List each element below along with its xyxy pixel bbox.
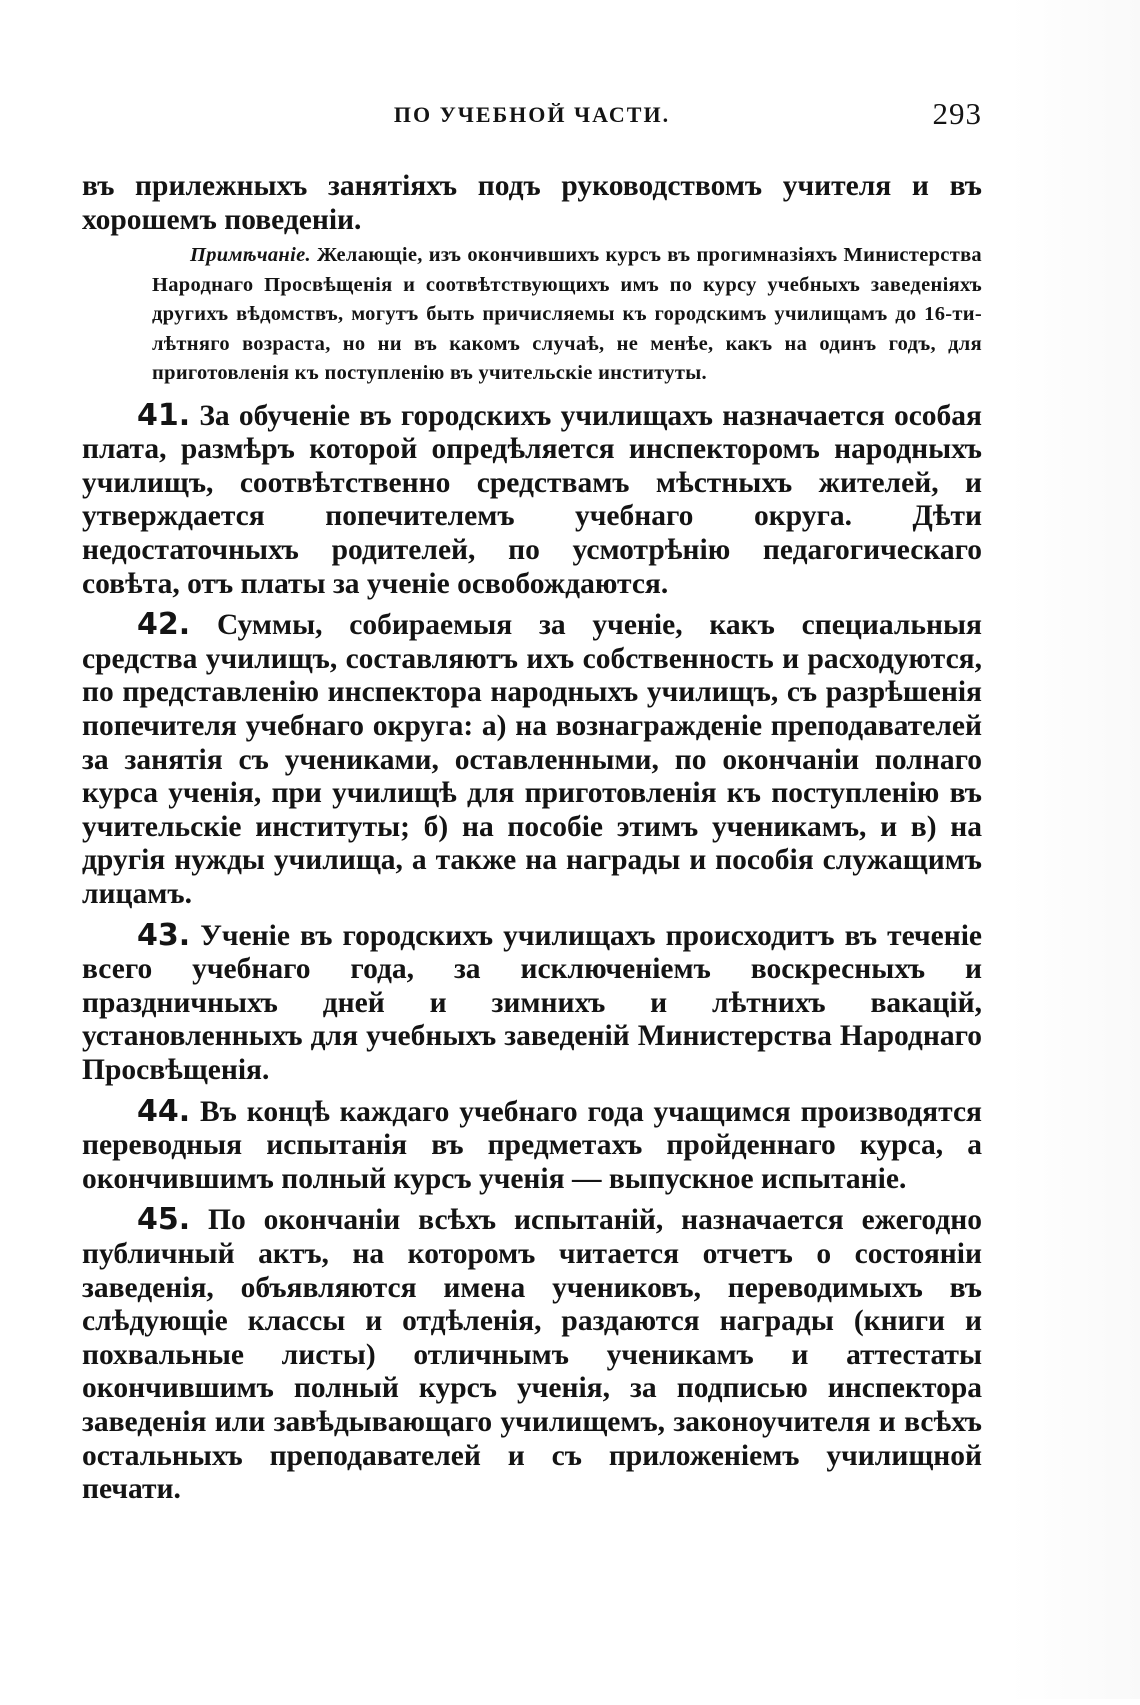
page-header <box>82 96 982 136</box>
article-43 <box>82 919 982 1088</box>
page-edge-shadow <box>1010 0 1140 1699</box>
article-44 <box>82 1095 982 1197</box>
article-number: 45. <box>137 1202 191 1238</box>
footnote-label: Примѣчаніе. <box>190 244 311 267</box>
article-41 <box>82 399 982 602</box>
continuation-paragraph: въ прилежныхъ занятіяхъ подъ руководствомъ учителя и въ хорошемъ поведеніи. <box>82 170 982 236</box>
article-42 <box>82 608 982 911</box>
article-text: За обученіе въ городскихъ училищахъ назначается особая плата, размѣръ которой опредѣляется инспекторомъ народныхъ училищъ, соотвѣтственно средствамъ мѣстныхъ жителей, и утверждается попечителемъ учебнаго округа. Дѣти недостаточныхъ родителей, по усмотрѣнію педагогическаго совѣта, отъ платы за ученіе освобождаются. <box>82 399 982 600</box>
article-text: По окончаніи всѣхъ испытаній, назначается ежегодно публичный актъ, на которомъ читается отчетъ о состояніи заведенія, объявляются имена учениковъ, переводимыхъ въ слѣдующіе классы и отдѣленія, раздаются награды (книги и похвальные листы) отличнымъ ученикамъ и аттестаты окончившимъ полный курсъ ученія, за подписью инспектора заведенія или завѣдывающаго училищемъ, законоучителя и всѣхъ остальныхъ преподавателей и съ приложеніемъ училищной печати. <box>82 1204 982 1506</box>
article-text: Суммы, собираемыя за ученіе, какъ специальныя средства училищъ, составляютъ ихъ собственность и расходуются, по представленію инспектора народныхъ училищъ, съ разрѣшенія попечителя учебнаго округа: а) на вознагражденіе преподавателей за занятія съ учениками, оставленными, по окончаніи полнаго курса ученія, при училищѣ для приготовленія къ поступленію въ учительскіе институты; б) на пособіе этимъ ученикамъ, и в) на другія нужды училища, а также на награды и пособія служащимъ лицамъ. <box>82 609 983 910</box>
article-number: 42. <box>137 607 191 643</box>
scan-smudge <box>420 1495 1020 1705</box>
article-text: Ученіе въ городскихъ училищахъ происходитъ въ теченіе всего учебнаго года, за исключеніемъ воскресныхъ и праздничныхъ дней и зимнихъ и лѣтнихъ вакацій, установленныхъ для учебныхъ заведеній Министерства Народнаго Просвѣщенія. <box>82 919 983 1086</box>
article-text: Въ концѣ каждаго учебнаго года учащимся производятся переводныя испытанія въ предметахъ пройденнаго курса, а окончившимъ полный курсъ ученія — выпускное испытаніе. <box>82 1095 982 1195</box>
article-45 <box>82 1203 982 1506</box>
footnote <box>82 241 982 389</box>
body-text <box>82 170 982 1507</box>
article-number: 41. <box>137 397 191 433</box>
footnote-text: Желающіе, изъ окончившихъ курсъ въ прогимназіяхъ Министерства Народнаго Просвѣщенія и соотвѣтствующихъ имъ по курсу учебныхъ заведеніяхъ другихъ вѣдомствъ, могутъ быть причисляемы къ городскимъ училищамъ до 16-ти-лѣтняго возраста, но ни въ какомъ случаѣ, не менѣе, какъ на одинъ годъ, для приготовленія къ поступленію въ учительскіе институты. <box>152 244 982 385</box>
running-head: ПО УЧЕБНОЙ ЧАСТИ. <box>393 102 671 127</box>
article-number: 44. <box>137 1093 191 1129</box>
article-number: 43. <box>137 917 191 953</box>
page-number: 293 <box>932 96 982 131</box>
